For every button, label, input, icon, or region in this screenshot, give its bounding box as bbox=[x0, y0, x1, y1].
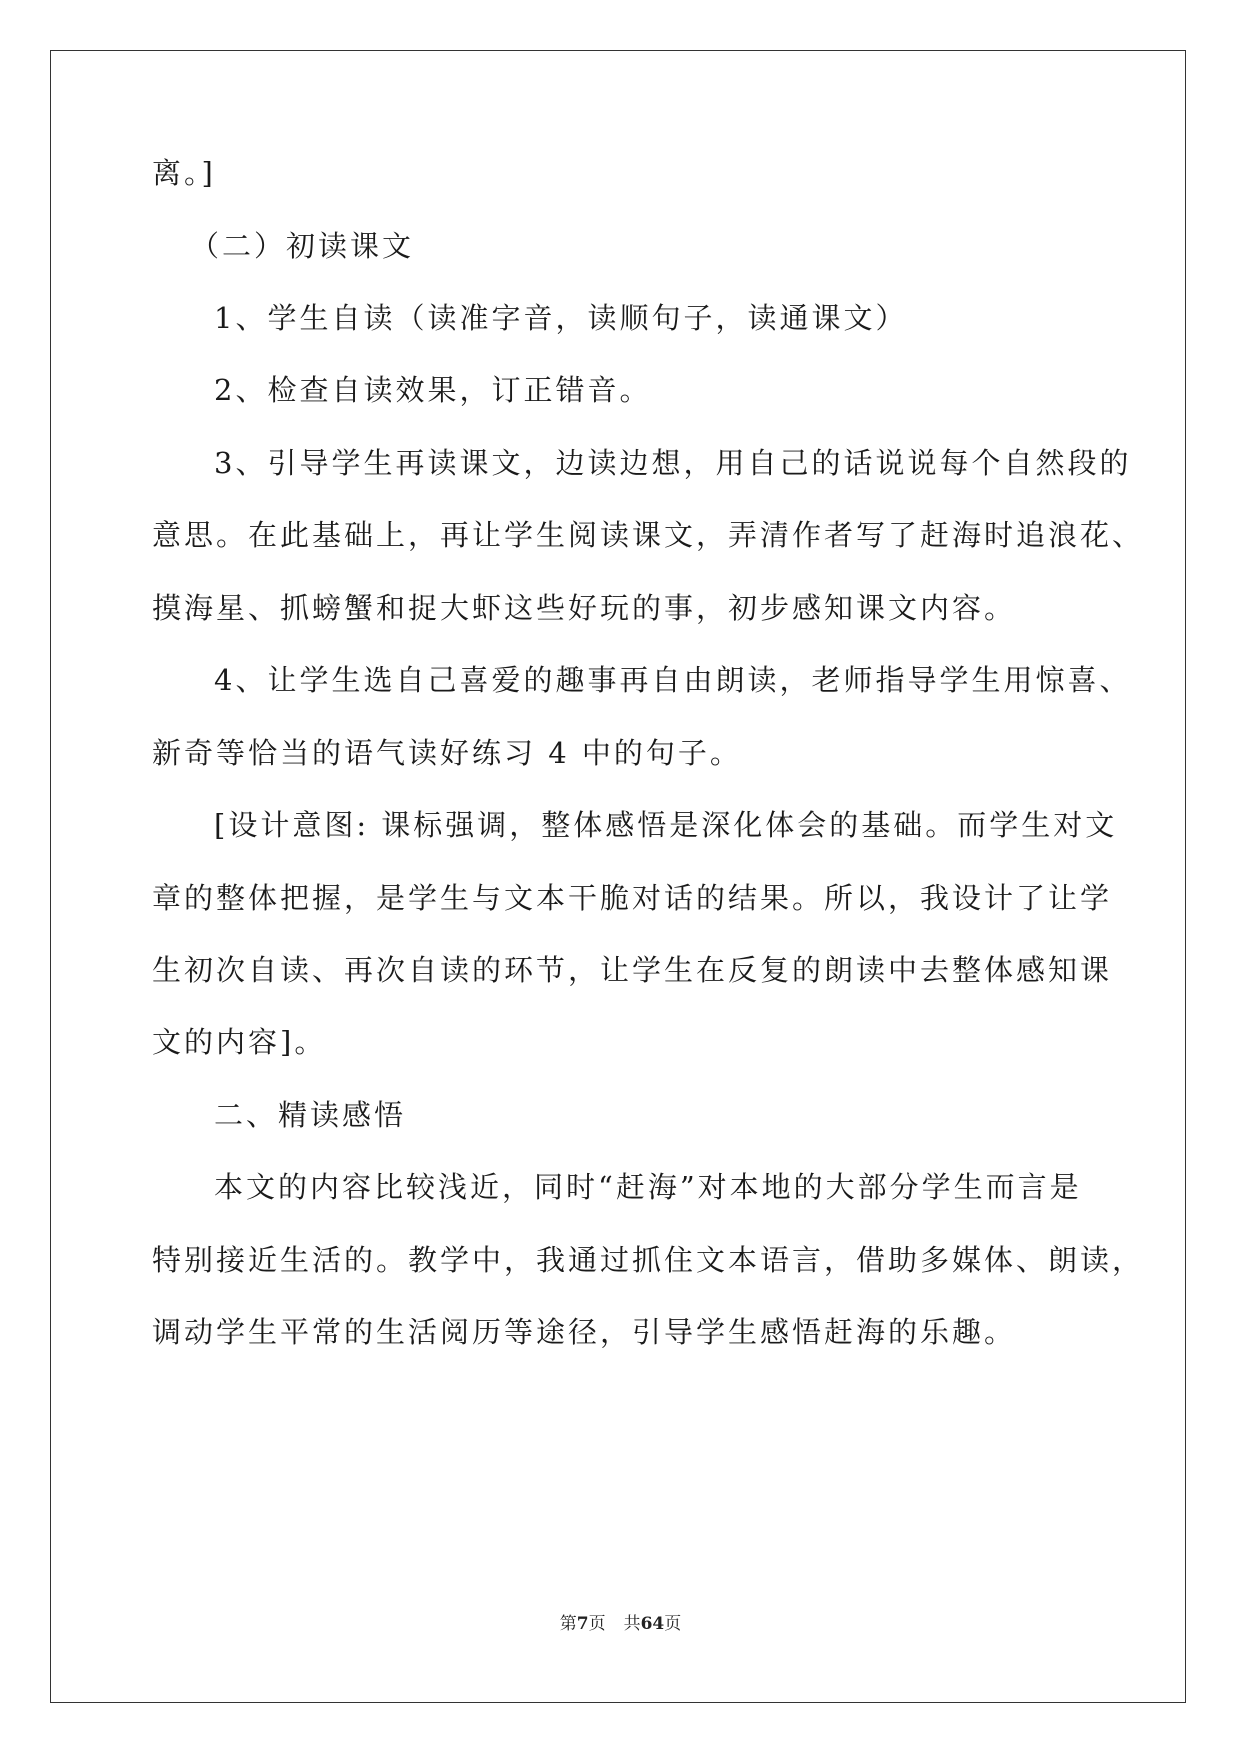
total-prefix: 共 bbox=[623, 1614, 641, 1634]
text-line: 章的整体把握，是学生与文本干脆对话的结果。所以，我设计了让学 bbox=[152, 881, 1113, 915]
total-suffix: 页 bbox=[664, 1614, 682, 1634]
section-heading: 二、精读感悟 bbox=[214, 1098, 407, 1132]
text-line: 特别接近生活的。教学中，我通过抓住文本语言，借助多媒体、朗读， bbox=[152, 1243, 1145, 1277]
text-line: 离。] bbox=[152, 156, 216, 190]
text-line: 3、引导学生再读课文，边读边想，用自己的话说说每个自然段的 bbox=[214, 446, 1132, 480]
section-heading: （二）初读课文 bbox=[190, 229, 415, 263]
text-line: [设计意图: 课标强调，整体感悟是深化体会的基础。而学生对文 bbox=[214, 808, 1118, 842]
page-footer bbox=[0, 1612, 1241, 1636]
text-line: 文的内容]。 bbox=[152, 1025, 327, 1059]
page-suffix: 页 bbox=[588, 1614, 606, 1634]
text-line: 4、让学生选自己喜爱的趣事再自由朗读，老师指导学生用惊喜、 bbox=[214, 663, 1132, 697]
text-line: 摸海星、抓螃蟹和捉大虾这些好玩的事，初步感知课文内容。 bbox=[152, 591, 1017, 625]
page-number: 7 bbox=[576, 1614, 589, 1634]
text-line: 意思。在此基础上，再让学生阅读课文，弄清作者写了赶海时追浪花、 bbox=[152, 518, 1145, 552]
text-line: 2、检查自读效果，订正错音。 bbox=[214, 373, 652, 407]
text-line: 本文的内容比较浅近，同时“赶海”对本地的大部分学生而言是 bbox=[214, 1170, 1082, 1204]
text-line: 新奇等恰当的语气读好练习 4 中的句子。 bbox=[152, 736, 742, 770]
page-prefix: 第 bbox=[559, 1614, 577, 1634]
text-line: 生初次自读、再次自读的环节，让学生在反复的朗读中去整体感知课 bbox=[152, 953, 1113, 987]
text-line: 1、学生自读（读准字音，读顺句子，读通课文） bbox=[214, 301, 908, 335]
page-total: 64 bbox=[640, 1614, 665, 1634]
text-line: 调动学生平常的生活阅历等途径，引导学生感悟赶海的乐趣。 bbox=[152, 1315, 1017, 1349]
